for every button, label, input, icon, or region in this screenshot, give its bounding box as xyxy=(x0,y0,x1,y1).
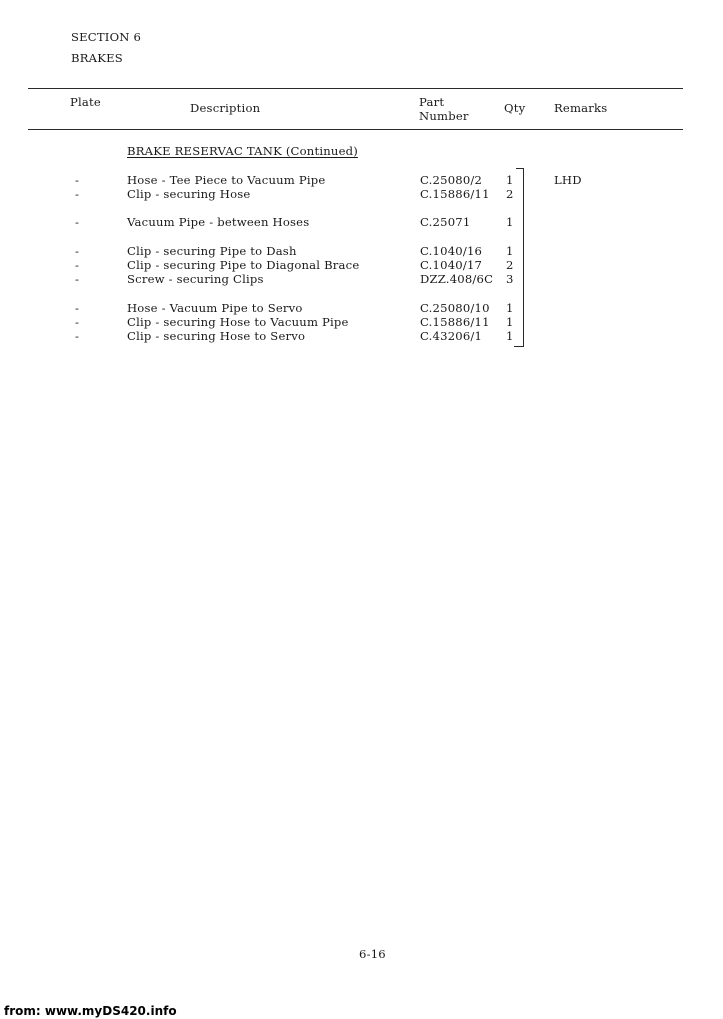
column-header-part-line2: Number xyxy=(419,109,469,123)
part-number-cell: C.1040/17 xyxy=(420,258,483,272)
description-cell: Hose - Vacuum Pipe to Servo xyxy=(127,301,303,315)
bracket-bottom xyxy=(514,346,524,347)
description-cell: Screw - securing Clips xyxy=(127,272,264,286)
table-header-bottom-rule xyxy=(28,129,683,130)
description-cell: Hose - Tee Piece to Vacuum Pipe xyxy=(127,173,326,187)
plate-cell: - xyxy=(75,315,80,329)
description-cell: Clip - securing Pipe to Dash xyxy=(127,244,297,258)
qty-cell: 1 xyxy=(506,215,514,229)
description-cell: Clip - securing Hose xyxy=(127,187,251,201)
column-header-remarks: Remarks xyxy=(554,101,608,115)
table-top-rule xyxy=(28,88,683,89)
part-number-cell: DZZ.408/6C xyxy=(420,272,494,286)
group-title: BRAKE RESERVAC TANK (Continued) xyxy=(127,144,358,158)
plate-cell: - xyxy=(75,244,80,258)
part-number-cell: C.15886/11 xyxy=(420,187,490,201)
qty-cell: 3 xyxy=(506,272,514,286)
part-number-cell: C.43206/1 xyxy=(420,329,483,343)
qty-cell: 2 xyxy=(506,258,514,272)
remarks-cell: LHD xyxy=(554,173,582,187)
qty-cell: 1 xyxy=(506,244,514,258)
plate-cell: - xyxy=(75,301,80,315)
description-cell: Vacuum Pipe - between Hoses xyxy=(127,215,310,229)
part-number-cell: C.25080/2 xyxy=(420,173,483,187)
qty-cell: 1 xyxy=(506,315,514,329)
part-number-cell: C.25080/10 xyxy=(420,301,490,315)
section-title: BRAKES xyxy=(71,51,123,65)
plate-cell: - xyxy=(75,329,80,343)
description-cell: Clip - securing Pipe to Diagonal Brace xyxy=(127,258,360,272)
page-number: 6-16 xyxy=(359,947,386,961)
plate-cell: - xyxy=(75,258,80,272)
plate-cell: - xyxy=(75,272,80,286)
plate-cell: - xyxy=(75,215,80,229)
description-cell: Clip - securing Hose to Vacuum Pipe xyxy=(127,315,349,329)
part-number-cell: C.15886/11 xyxy=(420,315,490,329)
description-cell: Clip - securing Hose to Servo xyxy=(127,329,306,343)
qty-cell: 1 xyxy=(506,173,514,187)
column-header-description: Description xyxy=(190,101,261,115)
column-header-qty: Qty xyxy=(504,101,526,115)
bracket-vertical xyxy=(523,168,524,347)
plate-cell: - xyxy=(75,187,80,201)
section-label: SECTION 6 xyxy=(71,30,142,44)
qty-cell: 2 xyxy=(506,187,514,201)
qty-cell: 1 xyxy=(506,301,514,315)
qty-cell: 1 xyxy=(506,329,514,343)
plate-cell: - xyxy=(75,173,80,187)
part-number-cell: C.25071 xyxy=(420,215,471,229)
source-watermark: from: www.myDS420.info xyxy=(4,1004,177,1018)
column-header-plate: Plate xyxy=(70,95,101,109)
column-header-part-line1: Part xyxy=(419,95,445,109)
part-number-cell: C.1040/16 xyxy=(420,244,483,258)
